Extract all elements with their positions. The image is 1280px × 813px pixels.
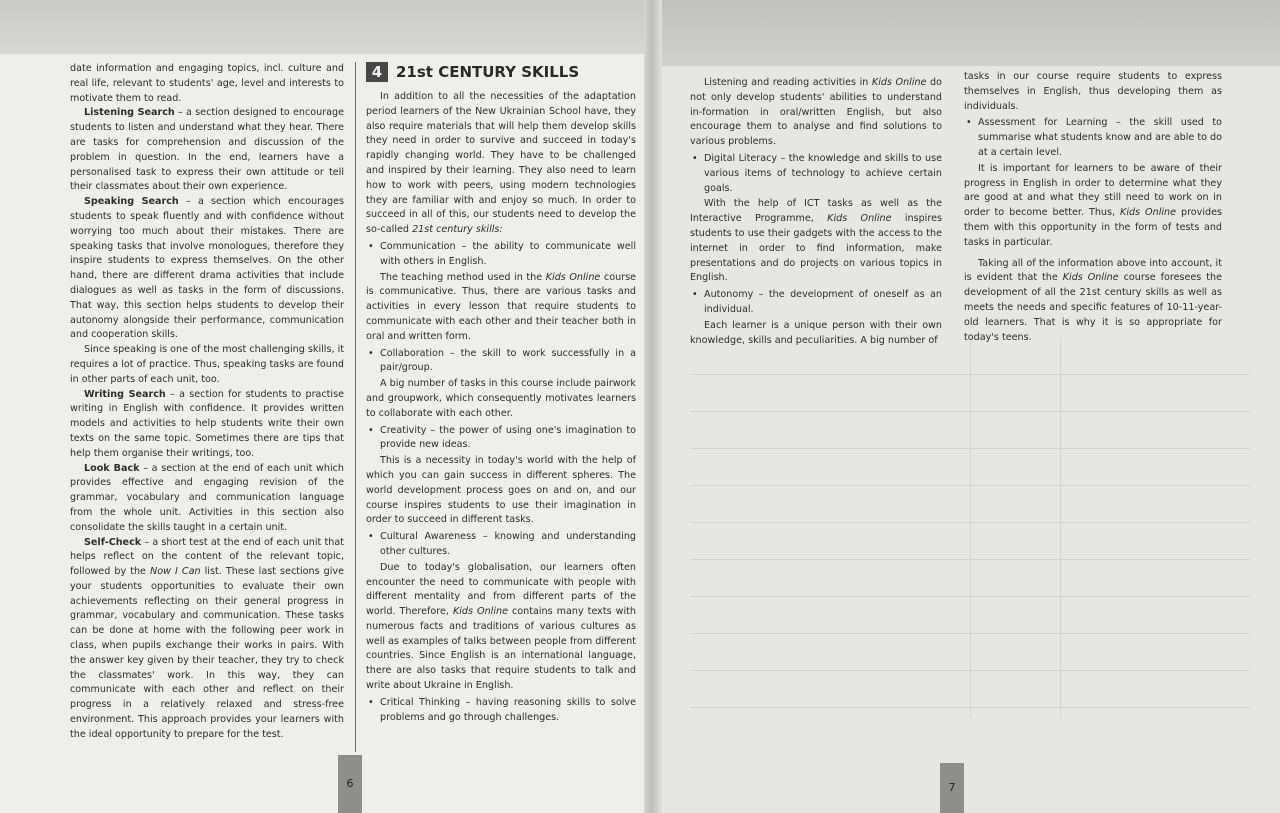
- paragraph-autonomy-continuation: tasks in our course require students to express themselves in English, thus developing them as individuals.: [964, 71, 1222, 112]
- paragraph-speaking-practice: Since speaking is one of the most challenging skills, it requires a lot of practice. Thus, speaking tasks are found in other parts of each unit, too.: [70, 344, 344, 385]
- paragraph-assessment: It is important for learners to be aware of their progress in English in order to determine what they are good at and what they still need to work on in order to become better. Thus, Kids Online provides them with this opportunity in the form of tests and tasks in particular.: [964, 162, 1223, 248]
- skill-list-digital-literacy: [690, 152, 942, 196]
- skill-list-communication: [366, 240, 636, 270]
- left-page-column-2: [366, 62, 636, 726]
- list-item: • Digital Literacy – the knowledge and skills to use various items of technology to achieve certain goals.: [692, 152, 942, 194]
- paragraph-collaboration: A big number of tasks in this course include pairwork and groupwork, which consequently motivates learners to collaborate with each other.: [366, 378, 636, 419]
- list-item: • Autonomy – the development of oneself as an individual.: [692, 289, 942, 315]
- paragraph-listening-reading: Listening and reading activities in Kids Online do not only develop students' abilities to understand in-formation in oral/written English, but also encourage them to analyse and find solutions to various problems.: [690, 77, 942, 148]
- page-number-left: 6: [338, 755, 362, 813]
- term-look-back: Look Back: [84, 462, 140, 474]
- column-divider: [355, 62, 356, 752]
- paragraph-digital-literacy: With the help of ICT tasks as well as the Interactive Programme, Kids Online inspires students to use their gadgets with the access to the internet in order to find information, make presentations and do projects on various topics in English.: [690, 198, 942, 284]
- paragraph-autonomy: Each learner is a unique person with their own knowledge, skills and peculiarities. A big number of: [690, 319, 942, 346]
- section-heading: [366, 62, 636, 82]
- list-item: • Cultural Awareness – knowing and understanding other cultures.: [368, 531, 636, 557]
- paragraph-speaking-search: Speaking Search – a section which encourages students to speak fluently and with confidence without worrying too much about their mistakes. There are speaking tasks that involve monologues, therefore they inspire students to express themselves. On the other hand, there are different drama activities that include dialogues as well as tasks in the form of discussions. That way, this section helps students to develop their autonomy alongside their performance, communication and cooperation skills.: [70, 196, 344, 341]
- right-page-column-2: [964, 70, 1222, 345]
- term-speaking-search: Speaking Search: [84, 196, 179, 208]
- paragraph-intro: In addition to all the necessities of the adaptation period learners of the New Ukrainian School have, they also require materials that will help them develop skills they need in order to survive and succeed in today's rapidly changing world. They have to be challenged and inspired by their learning. They also need to learn how to work with peers, using modern technologies they are familiar with and enjoy so much. In order to succeed in all of this, our students need to develop the so-called 21st century skills:: [366, 91, 636, 236]
- paragraph-conclusion: Taking all of the information above into account, it is evident that the Kids Online course foresees the development of all the 21st century skills as well as meets the needs and specific features of 10-11-year-old learners. That is why it is so appropriate for today's teens.: [964, 257, 1222, 343]
- term-self-check: Self-Check: [84, 536, 142, 548]
- list-item: • Critical Thinking – having reasoning skills to solve problems and go through challenges.: [368, 696, 636, 723]
- paragraph-self-check: Self-Check – a short test at the end of each unit that helps reflect on the content of the relevant topic, followed by the Now I Can list. These last sections give your students opportunities to evaluate their own achievements reflecting on their general progress in grammar, vocabulary and communication. These tasks can be done at home with the following peer work in class, when pupils exchange their works in pairs. With the answer key given by their teacher, they try to check the classmates' work. In this way, they can communicate with each other and reflect on their progress in a relatively relaxed and stress-free environment. This approach provides your learners with the ideal opportunity to prepare for the test.: [70, 536, 345, 740]
- list-item: • Collaboration – the skill to work successfully in a pair/group.: [368, 347, 636, 374]
- paragraph-reading-continuation: date information and engaging topics, incl. culture and real life, relevant to students' age, level and interests to motivate them to read.: [70, 63, 344, 104]
- skill-list-creativity: [366, 424, 636, 454]
- section-title: 21st CENTURY SKILLS: [396, 62, 580, 81]
- left-page-top-band: [0, 0, 652, 54]
- skill-list-cultural-awareness: [366, 530, 636, 560]
- skill-list-collaboration: [366, 347, 636, 377]
- skill-list-assessment: [964, 116, 1222, 160]
- term-writing-search: Writing Search: [84, 388, 166, 400]
- list-item: • Assessment for Learning – the skill used to summarise what students know and are able to do at a certain level.: [966, 117, 1222, 158]
- list-item: • Creativity – the power of using one's imagination to provide new ideas.: [368, 424, 636, 451]
- right-page-column-1: [690, 76, 942, 348]
- book-spine: [644, 0, 662, 813]
- paragraph-listening-search: Listening Search – a section designed to encourage students to listen and understand what they hear. There are tasks for comprehension and discussion of the problem in question. In the end, learners have a personalised task to express their own attitude or tell their classmates about their own experience.: [70, 107, 345, 193]
- page-number-right: 7: [940, 763, 964, 813]
- paragraph-cultural-awareness: Due to today's globalisation, our learners often encounter the need to communicate with people with different mentality and from different parts of the world. Therefore, Kids Online contains many texts with numerous facts and traditions of various cultures as well as examples of talks between people from different countries. Since English is an international language, there are also tasks that require students to talk and write about Ukraine in English.: [366, 561, 636, 692]
- term-listening-search: Listening Search: [84, 107, 175, 119]
- left-page-column-1: [70, 62, 344, 743]
- list-item: • Communication – the ability to communicate well with others in English.: [368, 240, 636, 267]
- skill-list-autonomy: [690, 288, 942, 318]
- skill-list-critical-thinking: [366, 696, 636, 726]
- faint-show-through-table: [690, 338, 1250, 718]
- paragraph-communication: The teaching method used in the Kids Online course is communicative. Thus, there are various tasks and activities in every lesson that require students to communicate with each other and their teacher both in oral and written form.: [366, 271, 636, 342]
- section-number-badge: 4: [366, 62, 388, 82]
- paragraph-writing-search: Writing Search – a section for students to practise writing in English with confidence. It provides written models and activities to help students write their own texts on the same topic. Sometimes there are tips that help them organise their writings, too.: [70, 388, 345, 459]
- paragraph-look-back: Look Back – a section at the end of each unit which provides effective and engaging revision of the grammar, vocabulary and communication language from the whole unit. Activities in this section also consolidate the skills taught in a certain unit.: [70, 462, 344, 533]
- right-page-top-band: [662, 0, 1280, 66]
- paragraph-creativity: This is a necessity in today's world with the help of which you can gain success in different spheres. The world development process goes on and on, and our course inspires students to use their imagination in order to succeed in different tasks.: [366, 455, 636, 526]
